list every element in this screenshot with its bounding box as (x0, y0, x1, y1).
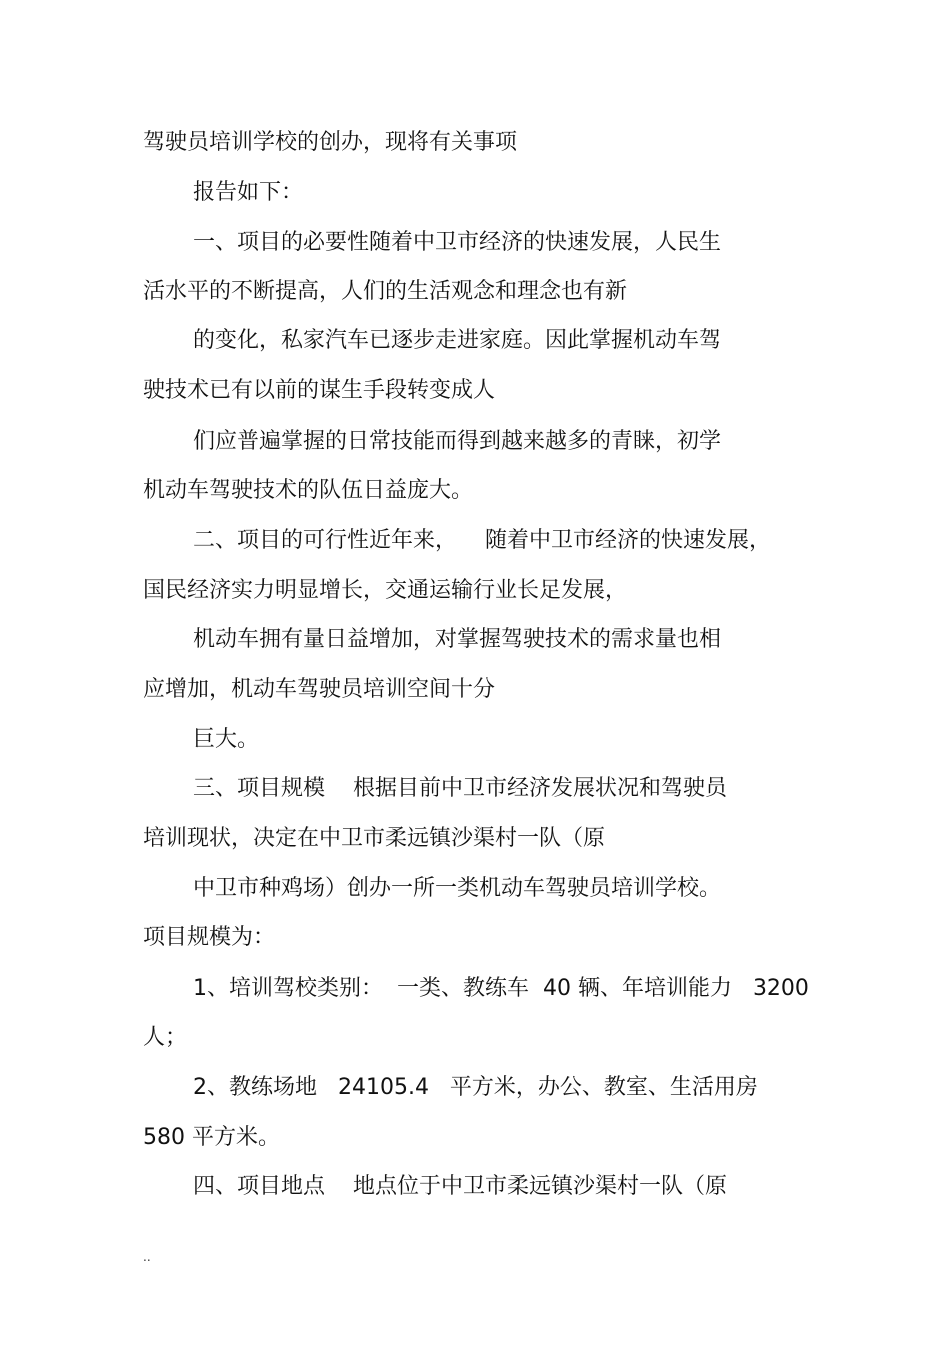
text-line: 2、教练场地 24105.4 平方米，办公、教室、生活用房 (193, 1075, 758, 1100)
text-line: 们应普遍掌握的日常技能而得到越来越多的青睐，初学 (193, 429, 722, 454)
text-line: 机动车驾驶技术的队伍日益庞大。 (143, 478, 474, 503)
text-line: 的变化，私家汽车已逐步走进家庭。因此掌握机动车驾 (193, 328, 722, 353)
text-line: 应增加，机动车驾驶员培训空间十分 (143, 677, 496, 702)
text-line: 一、项目的必要性随着中卫市经济的快速发展，人民生 (193, 230, 722, 255)
text-line: 二、项目的可行性近年来， 随着中卫市经济的快速发展， (193, 528, 771, 553)
text-line: 项目规模为： (143, 925, 276, 950)
text-line: 580 平方米。 (143, 1125, 280, 1150)
text-line: 中卫市种鸡场）创办一所一类机动车驾驶员培训学校。 (193, 876, 722, 901)
text-line: 人； (143, 1025, 188, 1050)
text-line: 培训现状，决定在中卫市柔远镇沙渠村一队（原 (143, 826, 606, 851)
text-line: 驾驶员培训学校的创办，现将有关事项 (143, 130, 518, 155)
footer-mark: .. (143, 1250, 151, 1264)
text-line: 四、项目地点 地点位于中卫市柔远镇沙渠村一队（原 (193, 1174, 727, 1199)
text-line: 驶技术已有以前的谋生手段转变成人 (143, 378, 496, 403)
text-line: 机动车拥有量日益增加，对掌握驾驶技术的需求量也相 (193, 627, 722, 652)
text-line: 三、项目规模 根据目前中卫市经济发展状况和驾驶员 (193, 776, 727, 801)
text-line: 报告如下： (193, 180, 304, 205)
text-line: 1、培训驾校类别： 一类、教练车 40 辆、年培训能力 3200 (193, 976, 809, 1001)
text-line: 活水平的不断提高，人们的生活观念和理念也有新 (143, 279, 628, 304)
text-line: 国民经济实力明显增长，交通运输行业长足发展， (143, 578, 628, 603)
text-line: 巨大。 (193, 727, 260, 752)
